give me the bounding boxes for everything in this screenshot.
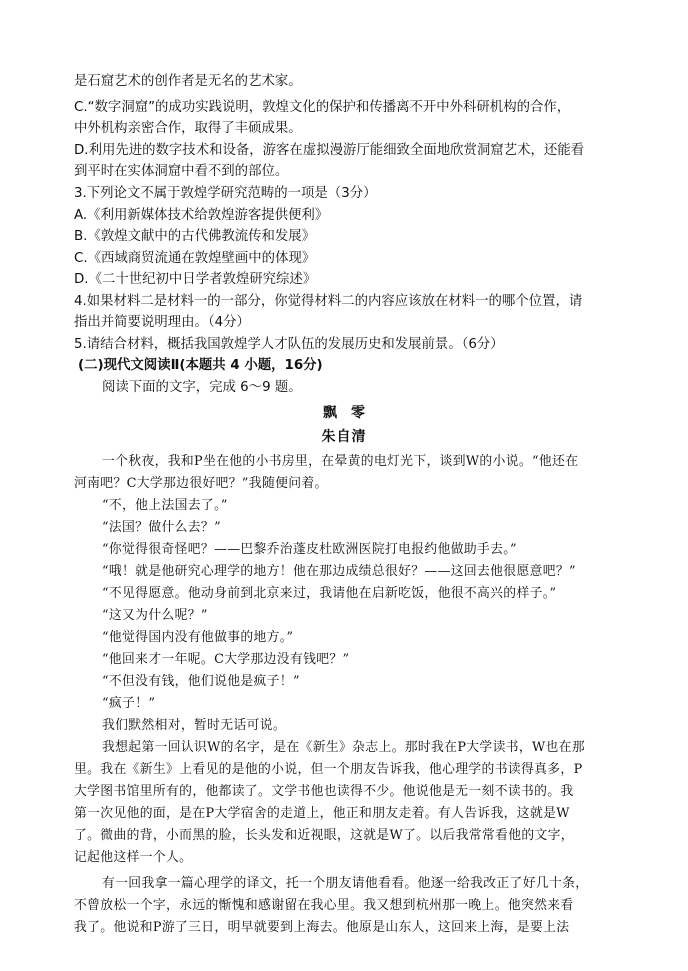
article-line: “哦！就是他研究心理学的地方！他在那边成绩总很好？——这回去他很愿意吧？” bbox=[102, 564, 576, 579]
q3-stem: 3.下列论文不属于敦煌学研究范畴的一项是（3分） bbox=[74, 186, 377, 201]
article-line: “法国？做什么去？” bbox=[102, 520, 221, 535]
q2-option-d-line: 到平时在实体洞窟中看不到的部位。 bbox=[74, 164, 289, 179]
q5-stem: 5.请结合材料，概括我国敦煌学人才队伍的发展历史和发展前景。（6分） bbox=[74, 337, 504, 352]
article-line: 第一次见他的面，是在P大学宿舍的走道上，他正和朋友走着。有人告诉我，这就是W bbox=[74, 806, 570, 821]
article-line: 了。微曲的背，小而黑的脸，长头发和近视眼，这就是W了。以后我常常看他的文字， bbox=[74, 828, 574, 843]
q3-option-c: C.《西域商贸流通在敦煌壁画中的体现》 bbox=[74, 251, 316, 266]
section-heading: (二)现代文阅读Ⅱ(本题共 4 小题，16分) bbox=[78, 358, 323, 373]
article-line: “你觉得很奇怪吧？——巴黎乔治蓬皮杜欧洲医院打电报约他做助手去。” bbox=[102, 542, 517, 557]
article-line: “不但没有钱，他们说他是疯子！” bbox=[102, 674, 300, 689]
q2-line: 是石窟艺术的创作者是无名的艺术家。 bbox=[74, 74, 302, 89]
article-line: 大学图书馆里所有的，他都读了。文学书他也读得不少。他说他是无一刻不读书的。我 bbox=[74, 784, 574, 799]
q2-option-c-line: 中外机构亲密合作，取得了丰硕成果。 bbox=[74, 121, 302, 136]
article-line: 我想起第一回认识W的名字，是在《新生》杂志上。那时我在P大学读书，W也在那 bbox=[102, 740, 585, 755]
article-line: “他回来才一年呢。C大学那边没有钱吧？” bbox=[102, 652, 350, 667]
article-line: 有一回我拿一篇心理学的译文，托一个朋友请他看看。他逐一给我改正了好几十条， bbox=[102, 876, 589, 891]
q3-option-a: A.《利用新媒体技术给敦煌游客提供便利》 bbox=[74, 208, 329, 223]
q2-option-d-line: D.利用先进的数字技术和设备，游客在虚拟漫游厅能细致全面地欣赏洞窟艺术，还能看 bbox=[74, 143, 585, 158]
article-line: 里。我在《新生》上看见的是他的小说，但一个朋友告诉我，他心理学的书读得真多，P bbox=[74, 762, 583, 777]
article-title: 飘零 bbox=[323, 405, 379, 421]
article-line: “他觉得国内没有他做事的地方。” bbox=[102, 630, 294, 645]
reading-instruction: 阅读下面的文字，完成 6～9 题。 bbox=[102, 380, 302, 395]
article-line: “不见得愿意。他动身前到北京来过，我请他在启新吃饭，他很不高兴的样子。” bbox=[102, 586, 557, 601]
article-line: “这又为什么呢？” bbox=[102, 608, 208, 623]
article-line: 一个秋夜，我和P坐在他的小书房里，在晕黄的电灯光下，谈到W的小说。“他还在 bbox=[102, 454, 579, 469]
q4-stem: 4.如果材料二是材料一的一部分，你觉得材料二的内容应该放在材料一的哪个位置，请 bbox=[74, 294, 583, 309]
article-line: 我了。他说和P游了三日，明早就要到上海去。他原是山东人，这回来上海，是要上法 bbox=[74, 920, 570, 935]
q4-stem: 指出并简要说明理由。（4分） bbox=[74, 315, 250, 330]
article-line: 河南吧？C大学那边很好吧？”我随便问着。 bbox=[74, 476, 328, 491]
q2-option-c-line: C.“数字洞窟”的成功实践说明，敦煌文化的保护和传播离不开中外科研机构的合作， bbox=[74, 100, 571, 115]
article-line: 记起他这样一个人。 bbox=[74, 850, 193, 865]
article-line: “不，他上法国去了。” bbox=[102, 498, 228, 513]
q3-option-b: B.《敦煌文献中的古代佛教流传和发展》 bbox=[74, 229, 316, 244]
q3-option-d: D.《二十世纪初中日学者敦煌研究综述》 bbox=[74, 272, 317, 287]
article-line: 不曾放松一个字，永远的惭愧和感谢留在我心里。我又想到杭州那一晚上。他突然来看 bbox=[74, 898, 574, 913]
article-line: “疯子！” bbox=[102, 696, 156, 711]
article-line: 我们默然相对，暂时无话可说。 bbox=[102, 718, 287, 733]
article-author: 朱自清 bbox=[321, 429, 367, 445]
